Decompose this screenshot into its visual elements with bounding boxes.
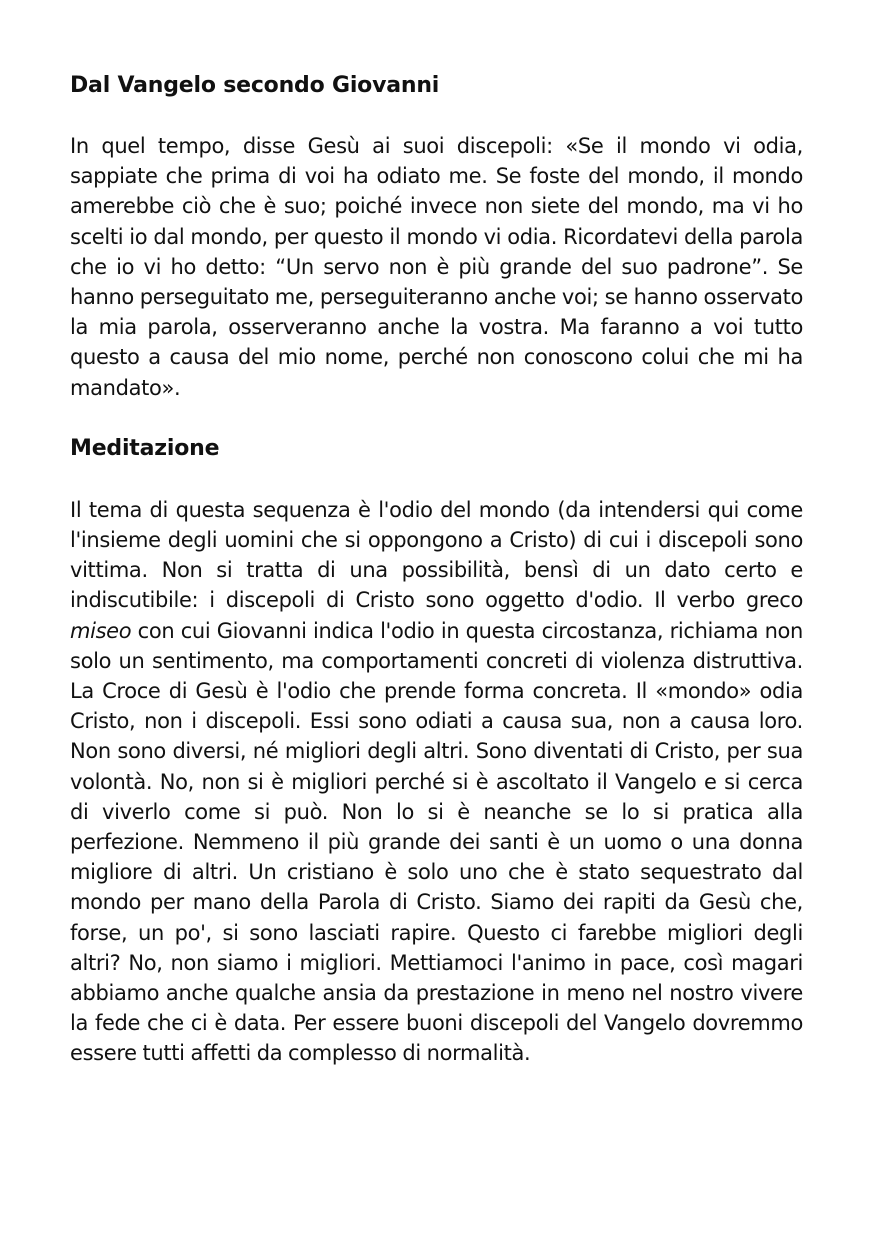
document-page: [70, 72, 803, 1069]
meditation-text-part1: Il tema di questa sequenza è l'odio del mondo (da intendersi qui come l'insieme degli uomini che si oppongono a Cristo) di cui i discepoli sono vittima. Non si tratta di una possibilità, bensì di un dato certo e indiscutibile: i discepoli di Cristo sono oggetto d'odio. Il verbo greco: [70, 497, 803, 613]
meditation-paragraph: [70, 495, 803, 1069]
gospel-heading: Dal Vangelo secondo Giovanni: [70, 73, 440, 98]
gospel-paragraph: In quel tempo, disse Gesù ai suoi discepoli: «Se il mondo vi odia, sappiate che prima di voi ha odiato me. Se foste del mondo, il mondo amerebbe ciò che è suo; poiché invece non siete del mondo, ma vi ho scelti io dal mondo, per questo il mondo vi odia. Ricordatevi della parola che io vi ho detto: “Un servo non è più grande del suo padrone”. Se hanno perseguitato me, perseguiteranno anche voi; se hanno osservato la mia parola, osserveranno anche la vostra. Ma faranno a voi tutto questo a causa del mio nome, perché non conoscono colui che mi ha mandato».: [70, 134, 803, 400]
meditation-heading: Meditazione: [70, 435, 220, 461]
meditation-text-part2: con cui Giovanni indica l'odio in questa circostanza, richiama non solo un sentimento, ma comportamenti concreti di violenza distruttiva. La Croce di Gesù è l'odio che prende forma concreta. Il «mondo» odia Cristo, non i discepoli. Essi sono odiati a causa sua, non a causa loro. Non sono diversi, né migliori degli altri. Sono diventati di Cristo, per sua volontà. No, non si è migliori perché si è ascoltato il Vangelo e si cerca di viverlo come si può. Non lo si è neanche se lo si pratica alla perfezione. Nemmeno il più grande dei santi è un uomo o una donna migliore di altri. Un cristiano è solo uno che è stato sequestrato dal mondo per mano della Parola di Cristo. Siamo dei rapiti da Gesù che, forse, un po', si sono lasciati rapire. Questo ci farebbe migliori degli altri? No, non siamo i migliori. Mettiamoci l'animo in pace, così magari abbiamo anche qualche ansia da prestazione in meno nel nostro vivere la fede che ci è data. Per essere buoni discepoli del Vangelo dovremmo essere tutti affetti da complesso di normalità.: [70, 618, 803, 1066]
greek-verb-italic: miseo: [70, 618, 132, 643]
